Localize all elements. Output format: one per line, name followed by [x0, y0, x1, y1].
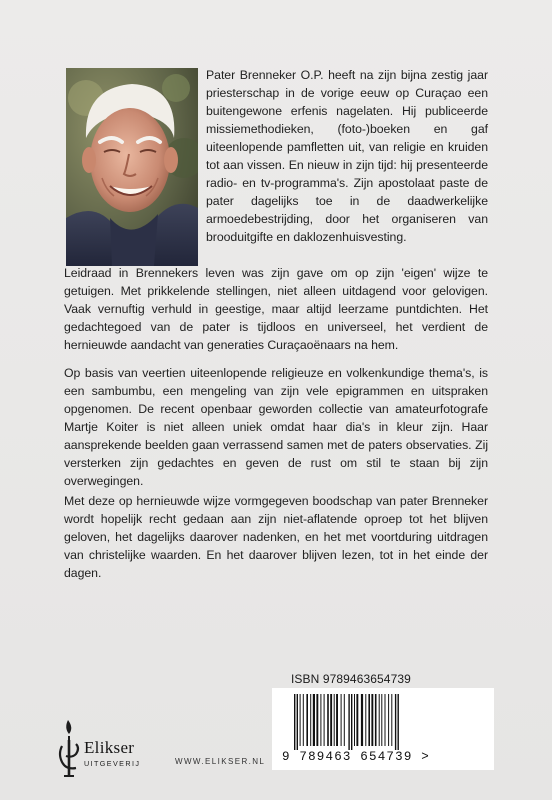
- lamp-flame-icon: [54, 718, 84, 778]
- body-paragraph-4: Met deze op hernieuwde wijze vormgegeven boodschap van pater Brenneker wordt hopelijk recht gedaan aan zijn niet-aflatende oproep tot het blijven geloven, het dagelijks daarover nadenken, en het met voortduring uitdragen van christelijke waarden. En het daarover blijven lezen, tot in het einde der dagen.: [64, 494, 488, 580]
- barcode-bar: [391, 694, 392, 746]
- barcode-bar: [351, 694, 352, 750]
- barcode-bar: [354, 694, 355, 746]
- barcode-bar: [334, 694, 335, 746]
- barcode-bar: [385, 694, 386, 746]
- barcode-bar: [310, 694, 311, 746]
- barcode-bar: [294, 694, 295, 750]
- intro-paragraph: Pater Brenneker O.P. heeft na zijn bijna zestig jaar priesterschap in de vorige eeuw op Curaçao een buitengewone erfenis nagelaten. Hij publiceerde missiemethodieken, (foto-)boeken en gaf uiteenlopende pamfletten uit, van religie en kruiden tot aan vissen. En nieuw in zijn tijd: hij presenteerde radio- en tv-programma's. Zijn apostolaat paste de pater dagelijks toe in de daadwerkelijke armoedebestrijding, door het organiseren van brooduitgifte en daklozenhuisvesting.: [206, 68, 488, 244]
- barcode-bar: [361, 694, 363, 746]
- barcode-bar: [395, 694, 396, 750]
- body-paragraph-3: Op basis van veertien uiteenlopende religieuze en volkenkundige thema's, is een sambumbu, een mengeling van zijn vele epigrammen en uitspraken opgenomen. De recent openbaar geworden collectie van amateurfotografe Martje Koiter is niet alleen uniek omdat haar dia's in kleur zijn. Haar aansprekende beelden gaan verrassend samen met de paters observaties. Zij versterken zijn gedachtes en geven de rust om stil te staan bij zijn overwegingen.: [64, 366, 488, 488]
- barcode-bar: [316, 694, 318, 746]
- barcode-bar: [388, 694, 389, 746]
- isbn-label: ISBN 9789463654739: [291, 672, 411, 686]
- author-portrait-photo: [66, 68, 198, 266]
- barcode-bar: [379, 694, 380, 746]
- barcode-bar: [365, 694, 366, 746]
- barcode-bar: [313, 694, 315, 746]
- barcode-bar: [336, 694, 338, 746]
- barcode-bar: [348, 694, 349, 750]
- publisher-logo: [54, 718, 174, 780]
- publisher-website: WWW.ELIKSER.NL: [175, 757, 266, 766]
- barcode-bar: [371, 694, 373, 746]
- barcode-bar: [368, 694, 370, 746]
- barcode-bar: [324, 694, 325, 746]
- barcode-digits: 9 789463 654739 >: [282, 750, 430, 764]
- publisher-name: Elikser: [84, 738, 135, 757]
- body-paragraph-2: Leidraad in Brennekers leven was zijn gave om op zijn 'eigen' wijze te getuigen. Met prikkelende stellingen, niet alleen uitdagend voor gelovigen. Vaak vernuftig verhuld in geestige, maar altijd leerzame puntdichten. Het gedachtegoed van de pater is tijdloos en universeel, het verdient de hernieuwde aandacht van generaties Curaçaoënaars na hem.: [64, 266, 488, 352]
- barcode-bar: [356, 694, 358, 746]
- barcode-bar: [344, 694, 345, 746]
- barcode-bar: [303, 694, 304, 746]
- publisher-subtitle: UITGEVERIJ: [84, 759, 141, 768]
- barcode-bar: [320, 694, 321, 746]
- barcode-bar: [327, 694, 329, 746]
- barcode-bar: [330, 694, 332, 746]
- barcode-bar: [381, 694, 382, 746]
- barcode-bar: [398, 694, 399, 750]
- barcode-bar: [297, 694, 298, 750]
- barcode-bar: [341, 694, 342, 746]
- barcode-bar: [300, 694, 301, 746]
- isbn-barcode: [272, 688, 494, 770]
- barcode-bar: [306, 694, 308, 746]
- barcode-bars: [282, 694, 484, 750]
- barcode-bar: [375, 694, 377, 746]
